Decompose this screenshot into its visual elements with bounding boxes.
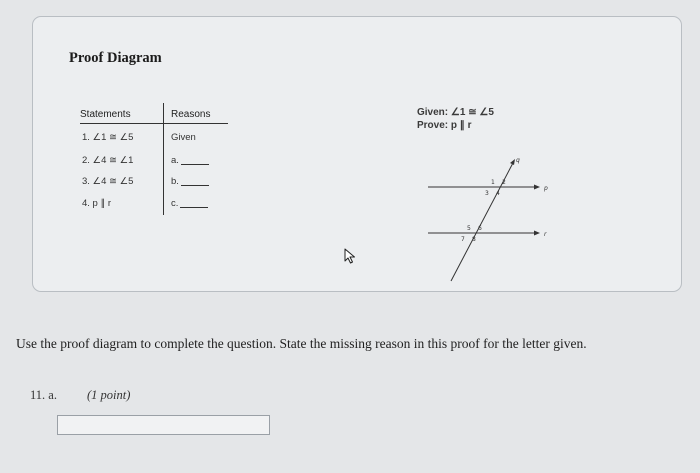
label-p: p [544,185,548,192]
line-p-arrow [534,185,540,190]
question-points: (1 point) [87,388,131,402]
reason-2-blank [181,164,209,165]
angle-3: 3 [485,190,489,197]
panel-title: Proof Diagram [69,50,162,66]
reason-1: Given [171,132,196,143]
line-r-arrow [534,231,540,236]
reason-4-letter: c. [171,198,179,209]
reason-4 [171,198,208,209]
given-prove [417,106,494,132]
table-column-rule [163,103,164,215]
answer-input[interactable] [57,415,270,435]
angle-6: 6 [478,225,482,232]
angle-8: 8 [472,236,476,243]
reason-2-letter: a. [171,155,179,166]
transversal-diagram [428,155,558,283]
label-r: r [544,231,547,238]
statement-4: 4. p ∥ r [82,198,112,209]
angle-1: 1 [491,179,495,186]
line-q-arrow [510,159,515,165]
label-q: q [516,157,520,164]
table-header-rule [80,123,228,124]
reasons-header: Reasons [171,109,211,120]
statement-1: 1. ∠1 ≅ ∠5 [82,132,134,143]
mouse-pointer-icon [343,248,357,264]
reason-2 [171,155,209,166]
angle-2: 2 [502,179,506,186]
reason-4-blank [180,207,208,208]
statement-3: 3. ∠4 ≅ ∠5 [82,176,134,187]
question-text: Use the proof diagram to complete the question. State the missing reason in this proof for the letter given. [16,336,587,351]
prove-text: Prove: p ∥ r [417,120,472,131]
question-number: 11. a. [30,388,57,402]
statements-header: Statements [80,109,131,120]
proof-diagram-panel [32,16,682,292]
proof-table [80,109,230,219]
reason-3-blank [181,185,209,186]
reason-3 [171,176,209,187]
angle-5: 5 [467,225,471,232]
reason-3-letter: b. [171,176,179,187]
angle-7: 7 [461,236,465,243]
angle-4: 4 [496,190,500,197]
statement-2: 2. ∠4 ≅ ∠1 [82,155,134,166]
given-text: Given: ∠1 ≅ ∠5 [417,107,494,118]
